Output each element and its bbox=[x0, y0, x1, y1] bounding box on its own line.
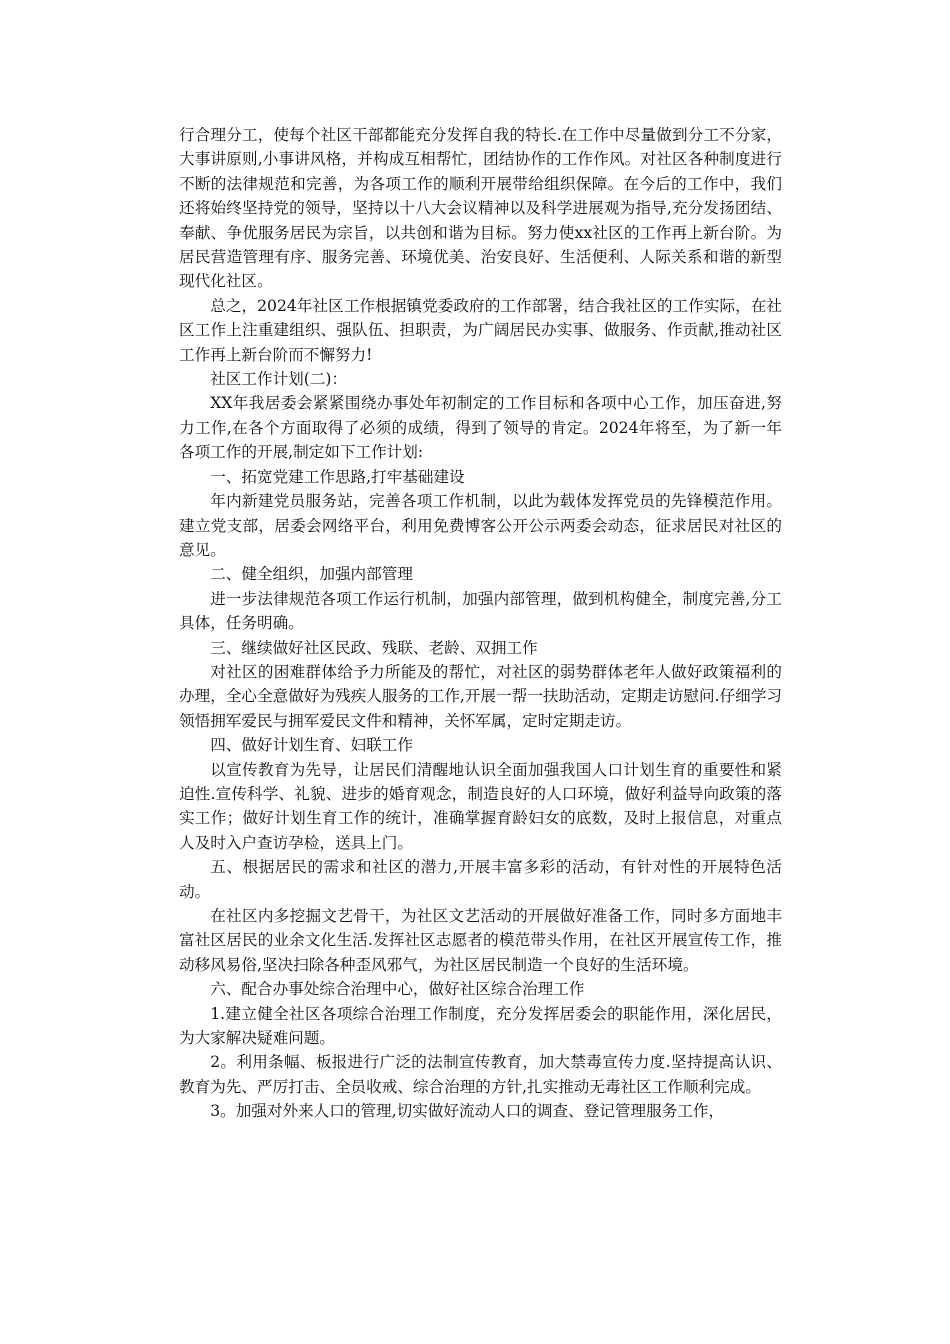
heading-2: 二、健全组织，加强内部管理 bbox=[210, 565, 413, 584]
heading-1: 一、拓宽党建工作思路,打牢基础建设 bbox=[210, 467, 465, 486]
heading-4: 四、做好计划生育、妇联工作 bbox=[210, 736, 413, 755]
paragraph-heading-5: 在社区内多挖掘文艺骨干，为社区文艺活动的开展做好准备工作，同时多方面地丰富社区居民的业余文化生活.发挥社区志愿者的模范带头作用，在社区开展宣传工作，推动移风易俗,坚决扫除各种歪风邪气，为社区居民制造一个良好的生活环境。 bbox=[179, 907, 782, 974]
list-item-2: 2。利用条幅、板报进行广泛的法制宣传教育，加大禁毒宣传力度.坚持提高认识、教育为先、严厉打击、全员收戒、综合治理的方针,扎实推动无毒社区工作顺利完成。 bbox=[179, 1053, 782, 1096]
list-item-1: 1.建立健全社区各项综合治理工作制度，充分发挥居委会的职能作用，深化居民，为大家解决疑难问题。 bbox=[179, 1004, 782, 1048]
paragraph-heading-4: 以宣传教育为先导，让居民们清醒地认识全面加强我国人口计划生育的重要性和紧迫性.宣传科学、礼貌、进步的婚育观念，制造良好的人口环境，做好利益导向政策的落实工作；做好计划生育工作的统计，准确掌握育龄妇女的底数，及时上报信息，对重点人及时入户查访孕检，送具上门。 bbox=[179, 760, 782, 852]
heading-3: 三、继续做好社区民政、残联、老龄、双拥工作 bbox=[210, 638, 538, 657]
paragraph-heading-2: 进一步法律规范各项工作运行机制，加强内部管理，做到机构健全，制度完善,分工具体，任务明确。 bbox=[179, 589, 782, 633]
paragraph-heading-1: 年内新建党员服务站，完善各项工作机制，以此为载体发挥党员的先锋模范作用。建立党支部，居委会网络平台，利用免费博客公开公示两委会动态，征求居民对社区的意见。 bbox=[179, 492, 782, 559]
paragraph-intro: XX年我居委会紧紧围绕办事处年初制定的工作目标和各项中心工作，加压奋进,努力工作,在各个方面取得了必须的成绩，得到了领导的肯定。2024年将至，为了新一年各项工作的开展,制定如下工作计划: bbox=[179, 394, 782, 462]
section-title-plan-2: 社区工作计划(二)： bbox=[210, 370, 348, 389]
document-body bbox=[179, 123, 782, 1124]
list-item-3: 3。加强对外来人口的管理,切实做好流动人口的调查、登记管理服务工作， bbox=[210, 1102, 725, 1121]
paragraph-heading-3: 对社区的困难群体给予力所能及的帮忙，对社区的弱势群体老年人做好政策福利的办理，全心全意做好为残疾人服务的工作,开展一帮一扶助活动，定期走访慰问.仔细学习领悟拥军爱民与拥军爱民文件和精神，关怀军属，定时定期走访。 bbox=[179, 662, 782, 730]
heading-5: 五、根据居民的需求和社区的潜力,开展丰富多彩的活动，有针对性的开展特色活动。 bbox=[179, 858, 782, 901]
paragraph-2: 总之，2024年社区工作根据镇党委政府的工作部署，结合我社区的工作实际，在社区工作上注重建组织、强队伍、担职责，为广阔居民办实事、做服务、作贡献,推动社区工作再上新台阶而不懈努力! bbox=[179, 296, 782, 364]
paragraph-1: 行合理分工，使每个社区干部都能充分发挥自我的特长.在工作中尽量做到分工不分家，大事讲原则,小事讲风格，并构成互相帮忙，团结协作的工作作风。对社区各种制度进行不断的法律规范和完善，为各项工作的顺利开展带给组织保障。在今后的工作中，我们还将始终坚持党的领导，坚持以十八大会议精神以及科学进展观为指导,充分发扬团结、奉献、争优服务居民为宗旨，以共创和谐为目标。努力使xx社区的工作再上新台阶。为居民营造管理有序、服务完善、环境优美、治安良好、生活便利、人际关系和谐的新型现代化社区。 bbox=[179, 126, 782, 291]
heading-6: 六、配合办事处综合治理中心，做好社区综合治理工作 bbox=[210, 980, 585, 999]
